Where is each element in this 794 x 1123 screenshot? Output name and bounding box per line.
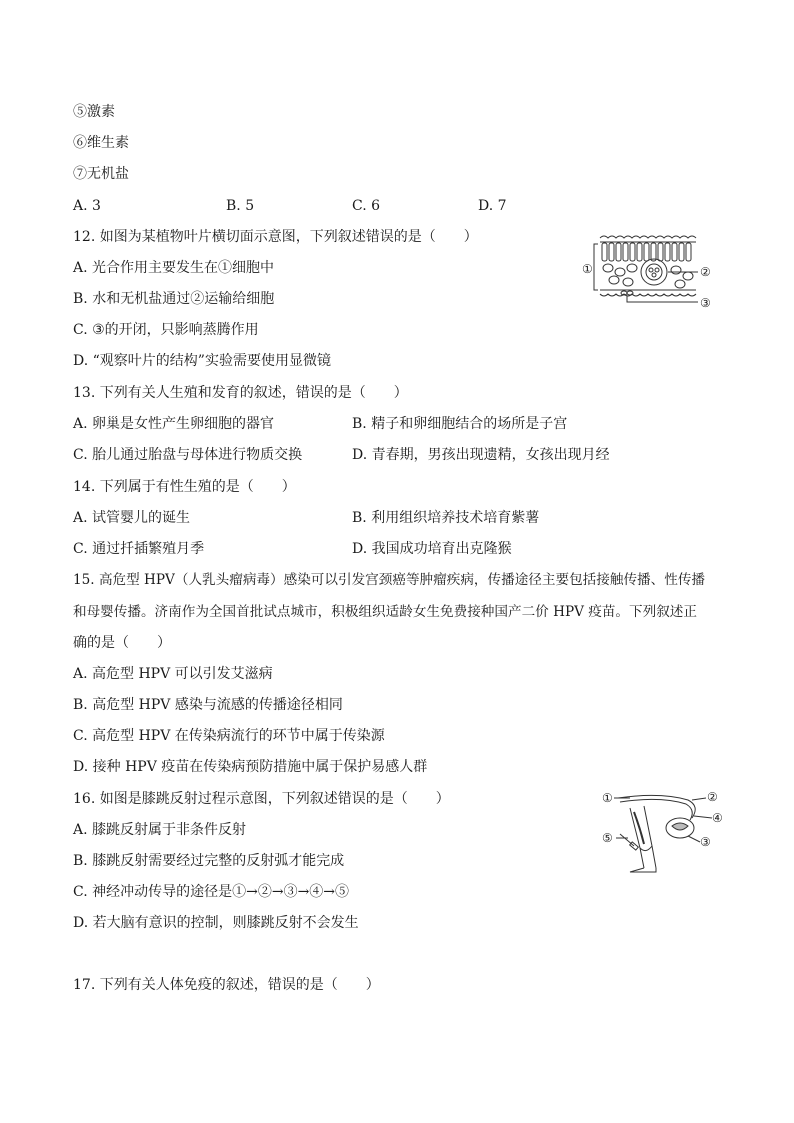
q16-label-3: ③ <box>700 835 711 849</box>
q11-option-b: B. 5 <box>226 198 255 214</box>
leaf-cross-section-figure <box>580 232 725 312</box>
q12-label-1: ① <box>582 262 593 276</box>
q11-option-d: D. 7 <box>478 198 507 214</box>
q17-stem: 17. 下列有关人体免疫的叙述，错误的是（ ） <box>73 977 380 993</box>
prev-item-6: ⑥维生素 <box>73 135 129 151</box>
q11-option-a: A. 3 <box>73 198 101 214</box>
q15-option-d: D. 接种 HPV 疫苗在传染病预防措施中属于保护易感人群 <box>73 759 428 775</box>
q12-stem: 12. 如图为某植物叶片横切面示意图，下列叙述错误的是（ ） <box>73 229 478 245</box>
q16-option-c: C. 神经冲动传导的途径是①→②→③→④→⑤ <box>73 884 350 900</box>
q12-option-a: A. 光合作用主要发生在①细胞中 <box>73 260 275 276</box>
q16-option-a: A. 膝跳反射属于非条件反射 <box>73 822 247 838</box>
q15-option-b: B. 高危型 HPV 感染与流感的传播途径相同 <box>73 697 343 713</box>
q13-option-d: D. 青春期，男孩出现遗精，女孩出现月经 <box>352 447 610 463</box>
q14-option-b: B. 利用组织培养技术培育紫薯 <box>352 510 540 526</box>
q12-label-2: ② <box>700 265 711 279</box>
q15-option-a: A. 高危型 HPV 可以引发艾滋病 <box>73 666 273 682</box>
q15-stem-line-3: 确的是（ ） <box>73 635 171 651</box>
q16-label-2: ② <box>707 790 718 804</box>
q14-option-a: A. 试管婴儿的诞生 <box>73 510 191 526</box>
q16-option-b: B. 膝跳反射需要经过完整的反射弧才能完成 <box>73 853 345 869</box>
q16-label-1: ① <box>602 791 613 805</box>
q13-option-b: B. 精子和卵细胞结合的场所是子宫 <box>352 416 568 432</box>
q16-option-d: D. 若大脑有意识的控制，则膝跳反射不会发生 <box>73 915 359 931</box>
q11-option-c: C. 6 <box>352 198 381 214</box>
q13-stem: 13. 下列有关人生殖和发育的叙述，错误的是（ ） <box>73 385 408 401</box>
q15-stem-line-1: 15. 高危型 HPV（人乳头瘤病毒）感染可以引发宫颈癌等肿瘤疾病，传播途径主要包括接触传播、性传播 <box>73 572 706 588</box>
q16-label-4: ④ <box>712 811 723 825</box>
q12-option-c: C. ③的开闭，只影响蒸腾作用 <box>73 322 259 338</box>
q16-label-5: ⑤ <box>602 831 613 845</box>
q15-stem-line-2: 和母婴传播。济南作为全国首批试点城市，积极组织适龄女生免费接种国产二价 HPV 疫苗。下列叙述正 <box>73 604 697 620</box>
prev-item-5: ⑤激素 <box>73 104 115 120</box>
q13-option-a: A. 卵巢是女性产生卵细胞的器官 <box>73 416 275 432</box>
knee-jerk-reflex-figure <box>600 788 725 876</box>
q14-option-d: D. 我国成功培育出克隆猴 <box>352 541 512 557</box>
q12-option-b: B. 水和无机盐通过②运输给细胞 <box>73 291 275 307</box>
q12-label-3: ③ <box>700 296 711 310</box>
q14-option-c: C. 通过扦插繁殖月季 <box>73 541 205 557</box>
q14-stem: 14. 下列属于有性生殖的是（ ） <box>73 479 296 495</box>
q16-stem: 16. 如图是膝跳反射过程示意图，下列叙述错误的是（ ） <box>73 791 450 807</box>
prev-item-7: ⑦无机盐 <box>73 166 129 182</box>
q12-option-d: D. “观察叶片的结构”实验需要使用显微镜 <box>73 353 331 369</box>
q13-option-c: C. 胎儿通过胎盘与母体进行物质交换 <box>73 447 303 463</box>
q15-option-c: C. 高危型 HPV 在传染病流行的环节中属于传染源 <box>73 728 385 744</box>
